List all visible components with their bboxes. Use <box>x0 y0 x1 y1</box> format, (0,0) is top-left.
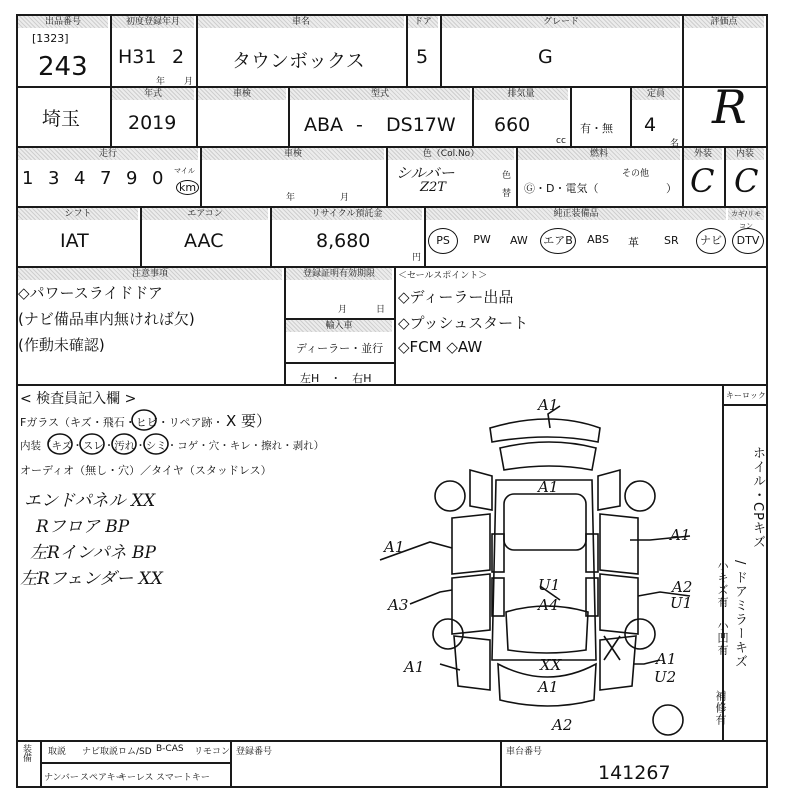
import-steering: 左H ・ 右H <box>300 372 372 385</box>
equipment-pw: PW <box>473 233 491 246</box>
capacity-unit: 名 <box>670 139 680 149</box>
chassis-year-label: 年 <box>286 193 296 203</box>
first-reg-month-unit: 月 <box>184 77 194 87</box>
doors-header: ドア <box>408 16 438 28</box>
first-reg-era: H31 <box>118 46 157 68</box>
footer-label: ナビ取説 <box>82 747 119 757</box>
handwritten-note: 左Rフェンダー XX <box>20 569 163 589</box>
footer-label: 取説 <box>48 747 67 757</box>
fuel-other-label: その他 <box>622 169 650 179</box>
import-dealer: ディーラー・並行 <box>296 342 384 355</box>
mileage-digit: 0 <box>152 168 164 189</box>
diagram-mark: U1 <box>670 594 693 612</box>
first-reg-header: 初度登録年月 <box>112 16 194 28</box>
color-label-2: 替 <box>502 189 512 199</box>
mileage-digit: 7 <box>100 168 112 189</box>
diagram-mark: XX <box>540 656 562 674</box>
footer-label: キーレス <box>118 773 154 783</box>
exterior-header: 外装 <box>684 148 722 160</box>
fuel-close: ） <box>666 182 677 195</box>
mileage-unit-alt: マイル <box>174 167 195 175</box>
sales-points-header: ＜セールスポイント＞ <box>398 271 488 281</box>
equipment-navi: ナビ <box>696 228 726 254</box>
diagram-mark: A1 <box>384 538 405 556</box>
mileage-header: 走行 <box>18 148 198 160</box>
equipment-header: 純正装備品 <box>426 208 726 220</box>
model-code: DS17W <box>386 114 456 136</box>
mileage-digit: 4 <box>74 168 86 189</box>
equipment-aw: AW <box>510 234 528 247</box>
footer-label: スペアキー <box>80 773 125 783</box>
footer-label: 装備 <box>21 744 31 762</box>
diagram-mark: U2 <box>654 668 677 686</box>
model-prefix: ABA <box>304 114 344 136</box>
note-line: ◇パワースライドドア <box>18 284 163 302</box>
sales-point: ◇ディーラー出品 <box>398 288 514 306</box>
key-header: カギ/リモコン <box>728 208 764 220</box>
diagram-mark: A1 <box>656 650 677 668</box>
handwritten-note: 左Rインパネ BP <box>30 543 156 563</box>
footer-label: ロム/SD <box>118 747 152 757</box>
aircon-value: AAC <box>184 230 224 252</box>
diagram-mark: A1 <box>538 678 559 696</box>
side-text: ホイル・CPキズ <box>750 446 765 549</box>
registration-header: 登録証明有効期限 <box>286 268 392 280</box>
side-text: / ドアミラーキズ <box>732 560 747 669</box>
lot-small: [1323] <box>32 32 69 45</box>
color-header: 色（Col.No） <box>388 148 514 160</box>
fuel-options: Ⓖ・D・電気（ <box>524 182 599 195</box>
equipment-abs: ABS <box>587 233 609 246</box>
chassis-header: 車検 <box>202 148 384 160</box>
footer-label: 登録番号 <box>236 747 273 757</box>
inspector-glass-line: Fガラス（キズ・飛石・ヒビ・リペア跡・ <box>20 416 224 429</box>
capacity-header: 定員 <box>632 88 680 100</box>
registration-day: 日 <box>376 305 386 315</box>
exterior-grade: C <box>690 162 715 200</box>
import-header: 輸入車 <box>286 320 392 332</box>
displacement-unit: cc <box>556 136 566 146</box>
inspector-glass-mark: X 要） <box>226 412 272 430</box>
recycle-unit: 円 <box>412 253 422 263</box>
model-dash: - <box>356 114 363 136</box>
fuel-header: 燃料 <box>518 148 680 160</box>
model-header: 型式 <box>290 88 470 100</box>
score-value: R <box>712 80 747 134</box>
shift-value: IAT <box>60 230 89 252</box>
handwritten-note: Rフロア BP <box>36 517 130 537</box>
recycle-header: リサイクル預託金 <box>272 208 422 220</box>
diagram-mark: A3 <box>388 596 409 614</box>
notes-header: 注意事項 <box>18 268 282 280</box>
diagram-mark: A2 <box>672 578 693 596</box>
diagram-mark: A1 <box>538 396 559 414</box>
displacement-value: 660 <box>494 114 531 136</box>
inspector-audio-line: オーディオ（無し・穴）／タイヤ（スタッドレス） <box>20 464 272 477</box>
note-line: (ナビ備品車内無ければ欠) <box>18 310 195 328</box>
mileage-unit: km <box>176 180 199 195</box>
shift-header: シフト <box>18 208 138 220</box>
side-text: 補修有 <box>714 690 727 726</box>
mileage-digit: 1 <box>22 168 34 189</box>
mileage-digit: 9 <box>126 168 138 189</box>
interior-grade: C <box>734 162 759 200</box>
note-line: (作動未確認) <box>18 336 105 354</box>
color-name: シルバー <box>396 164 455 182</box>
footer-label: リモコン <box>194 747 231 757</box>
diagram-mark: U1 <box>538 576 561 594</box>
diagram-mark: A1 <box>538 478 559 496</box>
footer-label: ナンバー <box>44 773 79 783</box>
equipment-sr: SR <box>664 234 679 247</box>
equipment-leather: 革 <box>628 236 639 249</box>
registration-month: 月 <box>338 305 348 315</box>
diagram-mark: A2 <box>552 716 573 734</box>
side-text: 小キズ有 小凹有 <box>716 560 729 656</box>
footer-label: スマートキー <box>156 773 210 783</box>
first-reg-year-unit: 年 <box>156 77 166 87</box>
diagram-mark: A4 <box>538 596 559 614</box>
color-code: Z2T <box>420 180 446 195</box>
equipment-ps: PS <box>428 228 458 254</box>
doors-value: 5 <box>416 46 429 68</box>
color-label-1: 色 <box>502 171 512 181</box>
car-name: タウンボックス <box>232 50 365 72</box>
inspector-title: < 検査員記入欄 > <box>20 391 137 407</box>
diagram-mark: A1 <box>404 658 425 676</box>
sales-point: ◇プッシュスタート <box>398 314 529 332</box>
chassis-number: 141267 <box>598 762 671 784</box>
handwritten-note: エンドパネル XX <box>24 491 156 511</box>
recycle-fee: 8,680 <box>316 230 371 252</box>
capacity-value: 4 <box>644 114 657 136</box>
year-header: 年式 <box>112 88 194 100</box>
lot-number: 243 <box>38 52 88 82</box>
grade-header: グレード <box>442 16 680 28</box>
equipment-dtv: DTV <box>732 228 764 254</box>
mileage-digit: 3 <box>48 168 60 189</box>
footer-label: B-CAS <box>156 744 184 754</box>
evaluation-header: 評価点 <box>684 16 764 28</box>
year-value: 2019 <box>128 112 177 134</box>
diagram-mark: A1 <box>670 526 691 544</box>
key-lock-label: キーロック <box>726 391 766 400</box>
grade-value: G <box>538 46 553 68</box>
displacement-header: 排気量 <box>474 88 568 100</box>
expiry-header: 車検 <box>198 88 286 100</box>
region-value: 埼玉 <box>42 108 81 130</box>
inspector-interior-line: 内装（キズ・スレ・汚れ・シミ・コゲ・穴・キレ・擦れ・剥れ） <box>20 440 325 452</box>
lot-header: 出品番号 <box>18 16 108 28</box>
footer-label: 車台番号 <box>506 747 543 757</box>
chassis-month-label: 月 <box>340 193 350 203</box>
equipment-airbag: エアB <box>540 228 576 254</box>
interior-header: 内装 <box>726 148 764 160</box>
aircon-header: エアコン <box>142 208 268 220</box>
car-name-header: 車名 <box>198 16 404 28</box>
sales-point: ◇FCM ◇AW <box>398 338 483 356</box>
fuel-type-label: 有・無 <box>580 122 613 135</box>
first-reg-month: 2 <box>172 46 185 68</box>
